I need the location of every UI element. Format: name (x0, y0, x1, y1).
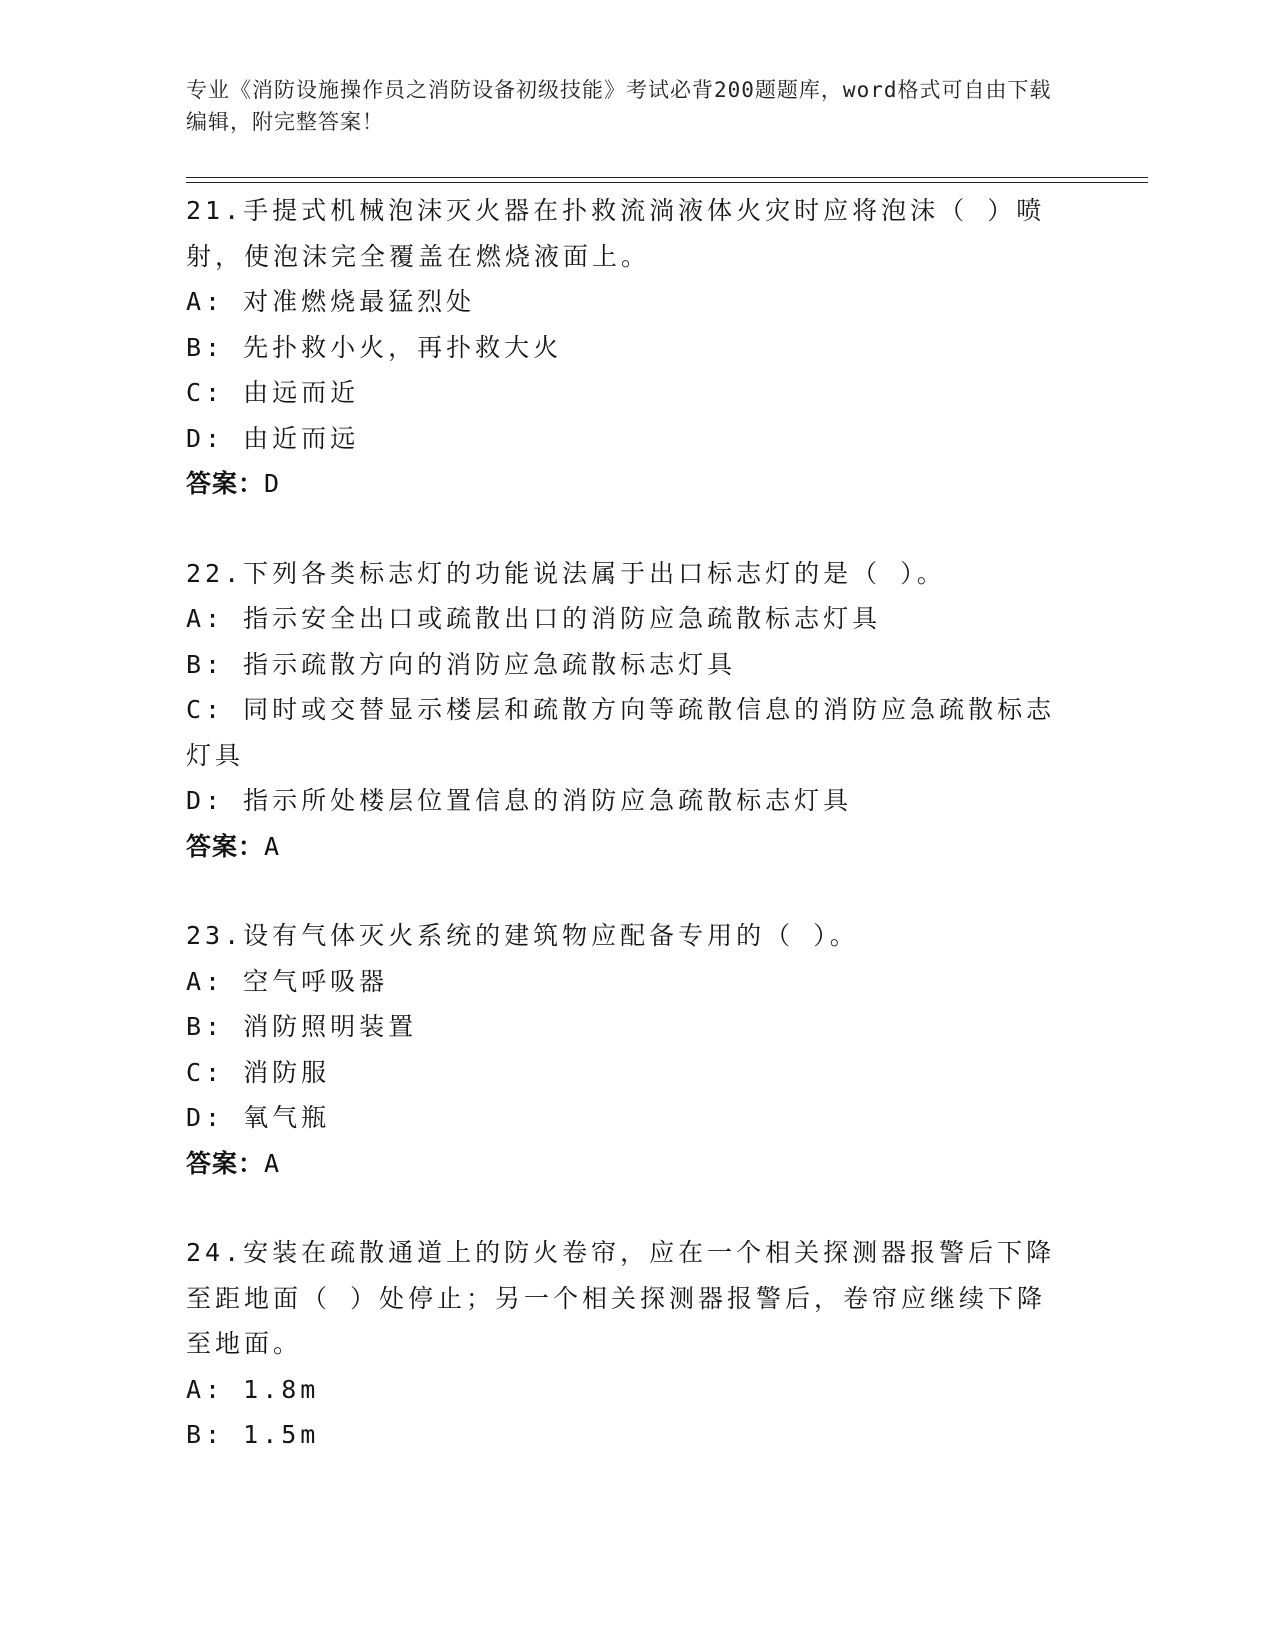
header-divider-top (186, 177, 1148, 178)
option-c: C: 消防服 (186, 1057, 331, 1087)
option-a: A: 对准燃烧最猛烈处 (186, 287, 476, 316)
option-b: B: 消防照明装置 (186, 1012, 418, 1041)
question-22 (186, 551, 1066, 870)
question-21 (186, 188, 1066, 507)
option-b: B: 先扑救小火，再扑救大火 (186, 332, 563, 362)
question-stem: 24.安装在疏散通道上的防火卷帘，应在一个相关探测器报警后下降至距地面（ ）处停止；另一个相关探测器报警后，卷帘应继续下降至地面。 (186, 1238, 1056, 1358)
question-24 (186, 1230, 1066, 1458)
header-divider-bottom (186, 182, 1148, 183)
question-list (186, 188, 1066, 1502)
option-b: B: 指示疏散方向的消防应急疏散标志灯具 (186, 649, 737, 679)
option-a: A: 空气呼吸器 (186, 966, 389, 996)
question-stem: 21.手提式机械泡沫灭火器在扑救流淌液体火灾时应将泡沫（ ）喷射，使泡沫完全覆盖在燃烧液面上。 (186, 196, 1046, 271)
answer-label: 答案： (186, 469, 265, 498)
answer-value: A (264, 831, 281, 861)
answer-line (186, 824, 1066, 870)
option-a: A: 1.8m (186, 1374, 320, 1404)
question-stem: 22.下列各类标志灯的功能说法属于出口标志灯的是（ ）。 (186, 558, 946, 588)
option-d: D: 由近而远 (186, 423, 360, 453)
option-d: D: 指示所处楼层位置信息的消防应急疏散标志灯具 (186, 786, 853, 815)
option-c: C: 同时或交替显示楼层和疏散方向等疏散信息的消防应急疏散标志灯具 (186, 695, 1056, 770)
answer-line (186, 1141, 1066, 1187)
answer-line (186, 461, 1066, 507)
option-d: D: 氧气瓶 (186, 1103, 331, 1132)
question-stem: 23.设有气体灭火系统的建筑物应配备专用的（ ）。 (186, 921, 859, 950)
header-title: 专业《消防设施操作员之消防设备初级技能》考试必背200题题库，word格式可自由下载编辑，附完整答案！ (186, 78, 1052, 134)
question-23 (186, 913, 1066, 1186)
answer-label: 答案： (186, 831, 265, 861)
option-c: C: 由远而近 (186, 378, 360, 407)
answer-value: A (264, 1148, 281, 1178)
document-header (186, 74, 1066, 138)
option-a: A: 指示安全出口或疏散出口的消防应急疏散标志灯具 (186, 604, 882, 633)
answer-label: 答案： (186, 1148, 265, 1178)
answer-value: D (264, 469, 281, 498)
option-b: B: 1.5m (186, 1420, 320, 1449)
